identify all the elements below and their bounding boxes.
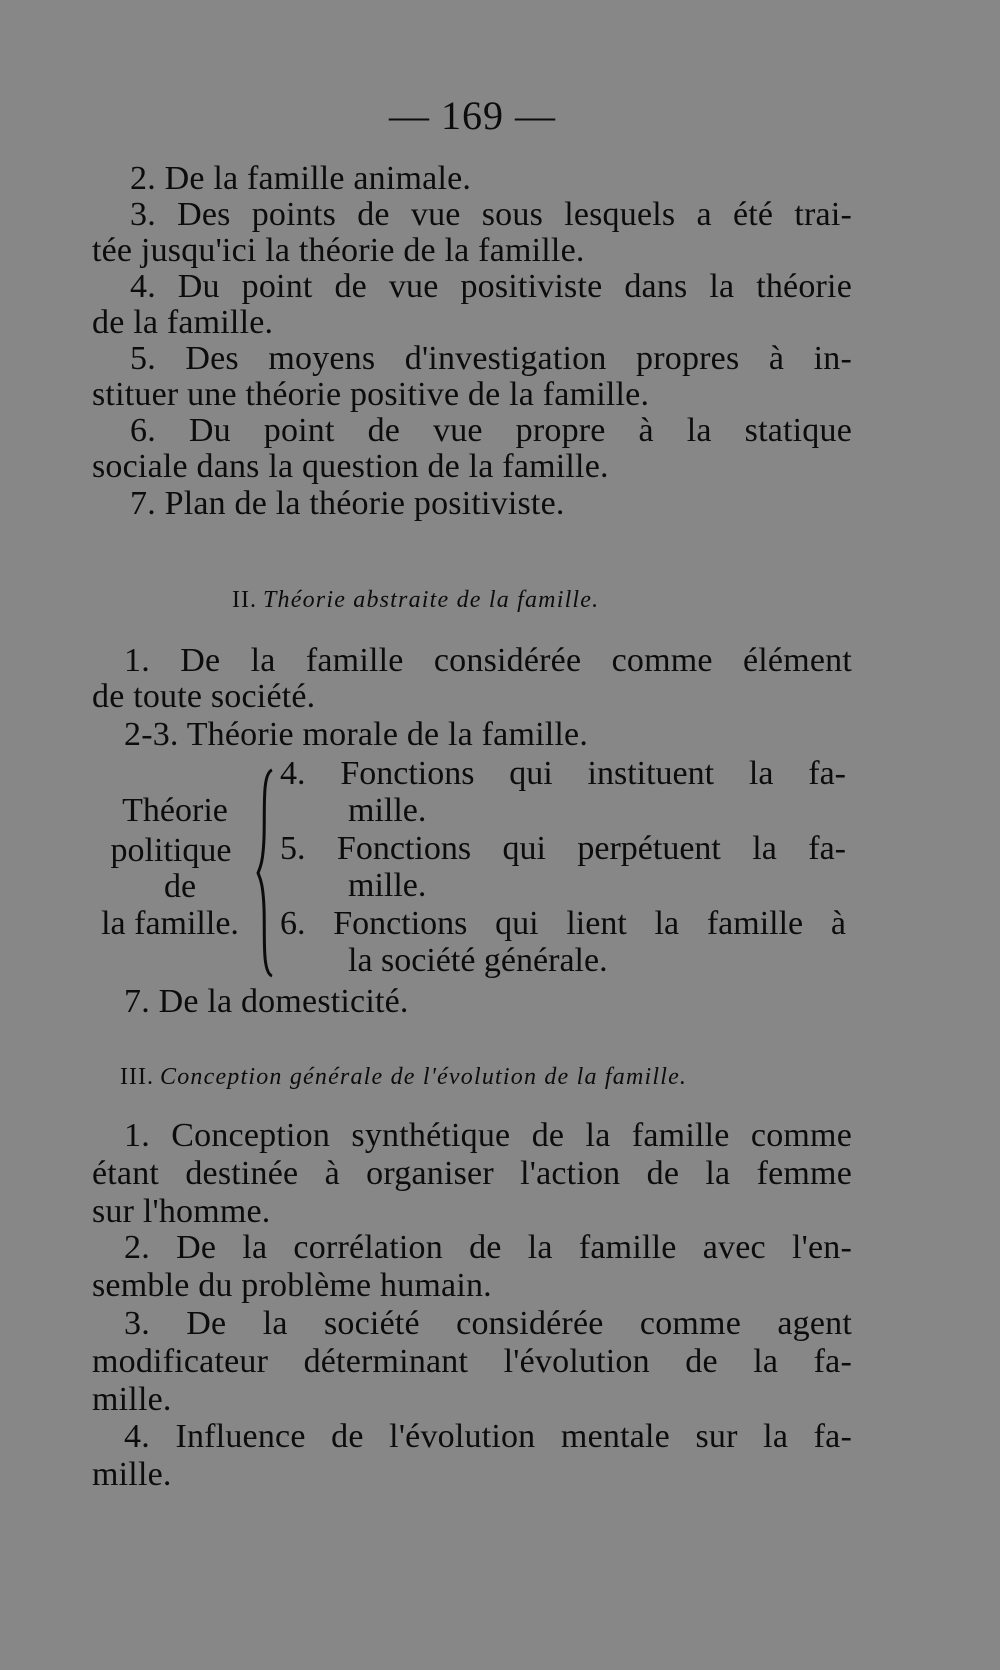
list-item-continuation: semble du problème humain.: [92, 1267, 492, 1304]
list-item: 2-3. Théorie morale de la famille.: [124, 716, 589, 753]
list-item: 4. Fonctions qui instituent la fa-: [280, 755, 846, 792]
brace-icon: [256, 768, 276, 978]
list-item-continuation: mille.: [92, 1456, 172, 1493]
group-label-line: Théorie: [122, 792, 228, 829]
list-item: 4. Du point de vue positiviste dans la théorie: [130, 268, 852, 305]
list-item: 1. Conception synthétique de la famille comme: [124, 1117, 852, 1154]
list-item-continuation: tée jusqu'ici la théorie de la famille.: [92, 232, 585, 269]
list-item: 3. Des points de vue sous lesquels a été trai-: [130, 196, 852, 233]
list-item-continuation: mille.: [348, 792, 427, 829]
list-item-continuation: modificateur déterminant l'évolution de la fa-: [92, 1343, 852, 1380]
group-label-line: la famille.: [101, 905, 239, 942]
list-item: 6. Fonctions qui lient la famille à: [280, 905, 846, 942]
list-item: 4. Influence de l'évolution mentale sur la fa-: [124, 1418, 852, 1455]
group-label-line: politique: [110, 832, 232, 869]
section-number: III.: [120, 1064, 154, 1090]
list-item: 5. Fonctions qui perpétuent la fa-: [280, 830, 846, 867]
list-item-continuation: sur l'homme.: [92, 1193, 271, 1230]
list-item: 3. De la société considérée comme agent: [124, 1305, 852, 1342]
list-item: 2. De la corrélation de la famille avec l'en-: [124, 1229, 852, 1266]
list-item: 7. Plan de la théorie positiviste.: [130, 485, 565, 522]
group-label-line: de: [163, 868, 197, 905]
list-item: 7. De la domesticité.: [124, 983, 409, 1020]
list-item-continuation: stituer une théorie positive de la famille.: [92, 376, 650, 413]
list-item: 1. De la famille considérée comme élément: [124, 642, 852, 679]
list-item: 6. Du point de vue propre à la statique: [130, 412, 852, 449]
list-item: 5. Des moyens d'investigation propres à in-: [130, 340, 852, 377]
list-item-continuation: sociale dans la question de la famille.: [92, 448, 609, 485]
section-title: Conception générale de l'évolution de la famille.: [159, 1064, 688, 1090]
section-title: Théorie abstraite de la famille.: [262, 587, 600, 613]
list-item: 2. De la famille animale.: [130, 160, 472, 197]
list-item-continuation: mille.: [348, 867, 427, 904]
list-item-continuation: de toute société.: [92, 678, 316, 715]
section-number: II.: [232, 587, 257, 613]
list-item-continuation: de la famille.: [92, 304, 274, 341]
page-number: — 169 —: [389, 93, 556, 138]
list-item-continuation: mille.: [92, 1381, 172, 1418]
section-heading: [232, 586, 599, 614]
list-item-continuation: la société générale.: [348, 942, 608, 979]
list-item-continuation: étant destinée à organiser l'action de la femme: [92, 1155, 852, 1192]
section-heading: [120, 1063, 687, 1091]
